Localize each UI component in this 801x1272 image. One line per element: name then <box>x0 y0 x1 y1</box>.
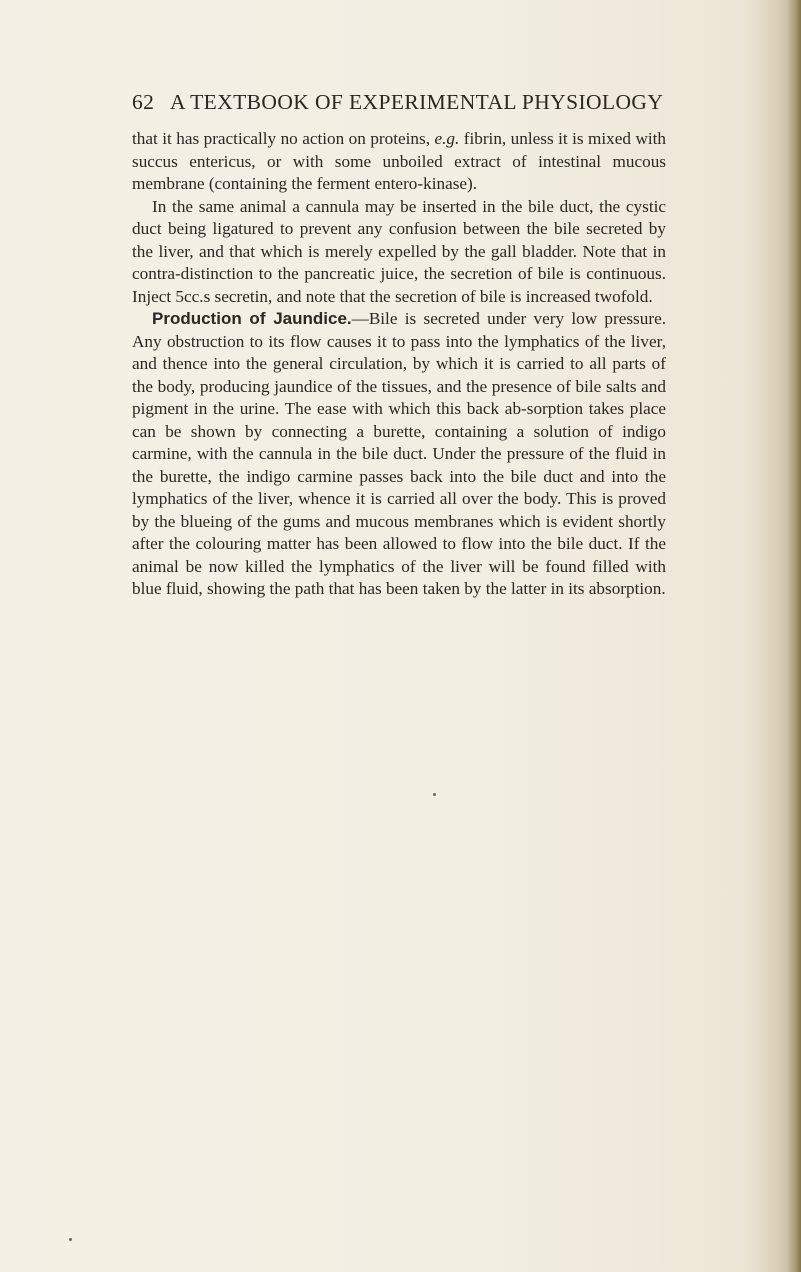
paragraph-2 <box>132 196 666 309</box>
text-segment: that it has practically no action on proteins, <box>132 129 435 148</box>
body-text <box>132 128 666 601</box>
paragraph-1 <box>132 128 666 196</box>
section-heading: Production of Jaundice. <box>152 309 352 328</box>
running-title: A TEXTBOOK OF EXPERIMENTAL PHYSIOLOGY <box>170 90 664 114</box>
text-segment: fibrin, unless it is mixed with succus entericus, or with some unboiled extract of intestinal mucous membrane (containing the ferment entero-kinase). <box>132 129 666 193</box>
paper-speck <box>69 1238 72 1241</box>
page-edge-shadow <box>787 0 801 1272</box>
running-head <box>132 90 692 115</box>
paper-speck <box>433 793 436 796</box>
text-segment: In the same animal a cannula may be inserted in the bile duct, the cystic duct being ligatured to prevent any confusion between the bile secreted by the liver, and that which is merely expelled by the gall bladder. Note that in contra-distinction to the pancreatic juice, the secretion of bile is continuous. Inject 5cc.s secretin, and note that the secretion of bile is increased twofold. <box>132 196 666 306</box>
page-number: 62 <box>132 90 155 114</box>
paragraph-3 <box>132 308 666 601</box>
text-segment: —Bile is secreted under very low pressure. Any obstruction to its flow causes it to pass into the lymphatics of the liver, and thence into the general circulation, by which it is carried to all parts of the body, producing jaundice of the tissues, and the presence of bile salts and pigment in the urine. The ease with which this back ab-sorption takes place can be shown by connecting a burette, containing a solution of indigo carmine, with the cannula in the bile duct. Under the pressure of the fluid in the burette, the indigo carmine passes back into the bile duct and into the lymphatics of the liver, whence it is carried all over the body. This is proved by the blueing of the gums and mucous membranes which is evident shortly after the colouring matter has been allowed to flow into the bile duct. If the animal be now killed the lymphatics of the liver will be found filled with blue fluid, showing the path that has been taken by the latter in its absorption. <box>132 309 666 598</box>
italic-abbreviation: e.g. <box>434 129 460 148</box>
